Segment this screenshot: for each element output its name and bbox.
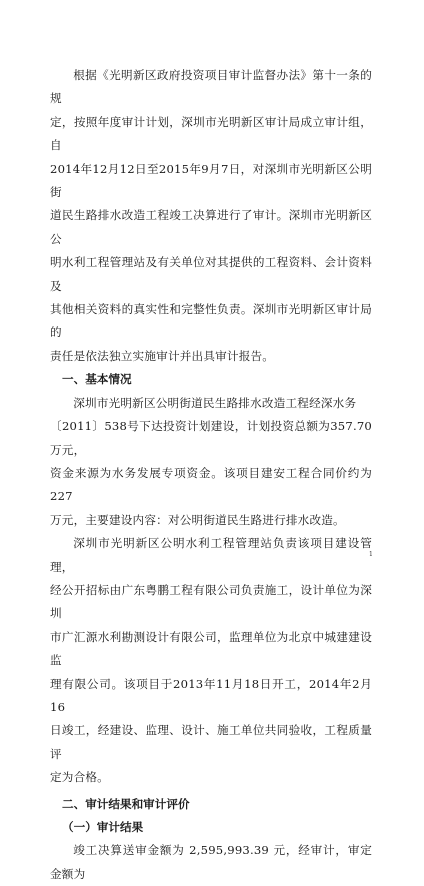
basic-info-paragraph-1: 深圳市光明新区公明街道民生路排水改造工程经深水务 〔2011〕538号下达投资计划建设，计划投资总额为357.70万元， 资金来源为水务发展专项资金。该项目建安工程合同价约为 227 万元，主要建设内容：对公明街道民生路进行排水改造。 [50, 395, 372, 527]
section-heading-audit-results: 二、审计结果和审计评价 [62, 796, 190, 811]
intro-paragraph: 根据《光明新区政府投资项目审计监督办法》第十一条的规 定，按照年度审计计划，深圳市光明新区审计局成立审计组，自 2014年12月12日至2015年9月7日，对深圳市光明新区公明街 道民生路排水改造工程竣工决算进行了审计。深圳市光明新区公 明水利工程管理站及有关单位对其提供的工程资料、会计资料及 其他相关资料的真实性和完整性负责。深圳市光明新区审计局的 责任是依法独立实施审计并出具审计报告。 [50, 68, 372, 363]
basic-info-paragraph-2: 深圳市光明新区公明水利工程管理站负责该项目建设管理， 经公开招标由广东粤鹏工程有限公司负责施工，设计单位为深圳 市广汇源水利勘测设计有限公司，监理单位为北京中城建建设监 理有限公司。该项目于2013年11月18日开工，2014年2月16 日竣工，经建设、监理、设计、施工单位共同验收，工程质量评 定为合格。 [50, 536, 372, 785]
document-body [50, 64, 372, 886]
page-number: 1 [369, 551, 373, 558]
subsection-heading-audit-result: （一）审计结果 [62, 820, 144, 834]
audit-result-paragraph: 竣工决算送审金额为 2,595,993.39 元，经审计，审定金额为 [50, 843, 372, 881]
section-heading-basic-info: 一、基本情况 [62, 372, 132, 387]
